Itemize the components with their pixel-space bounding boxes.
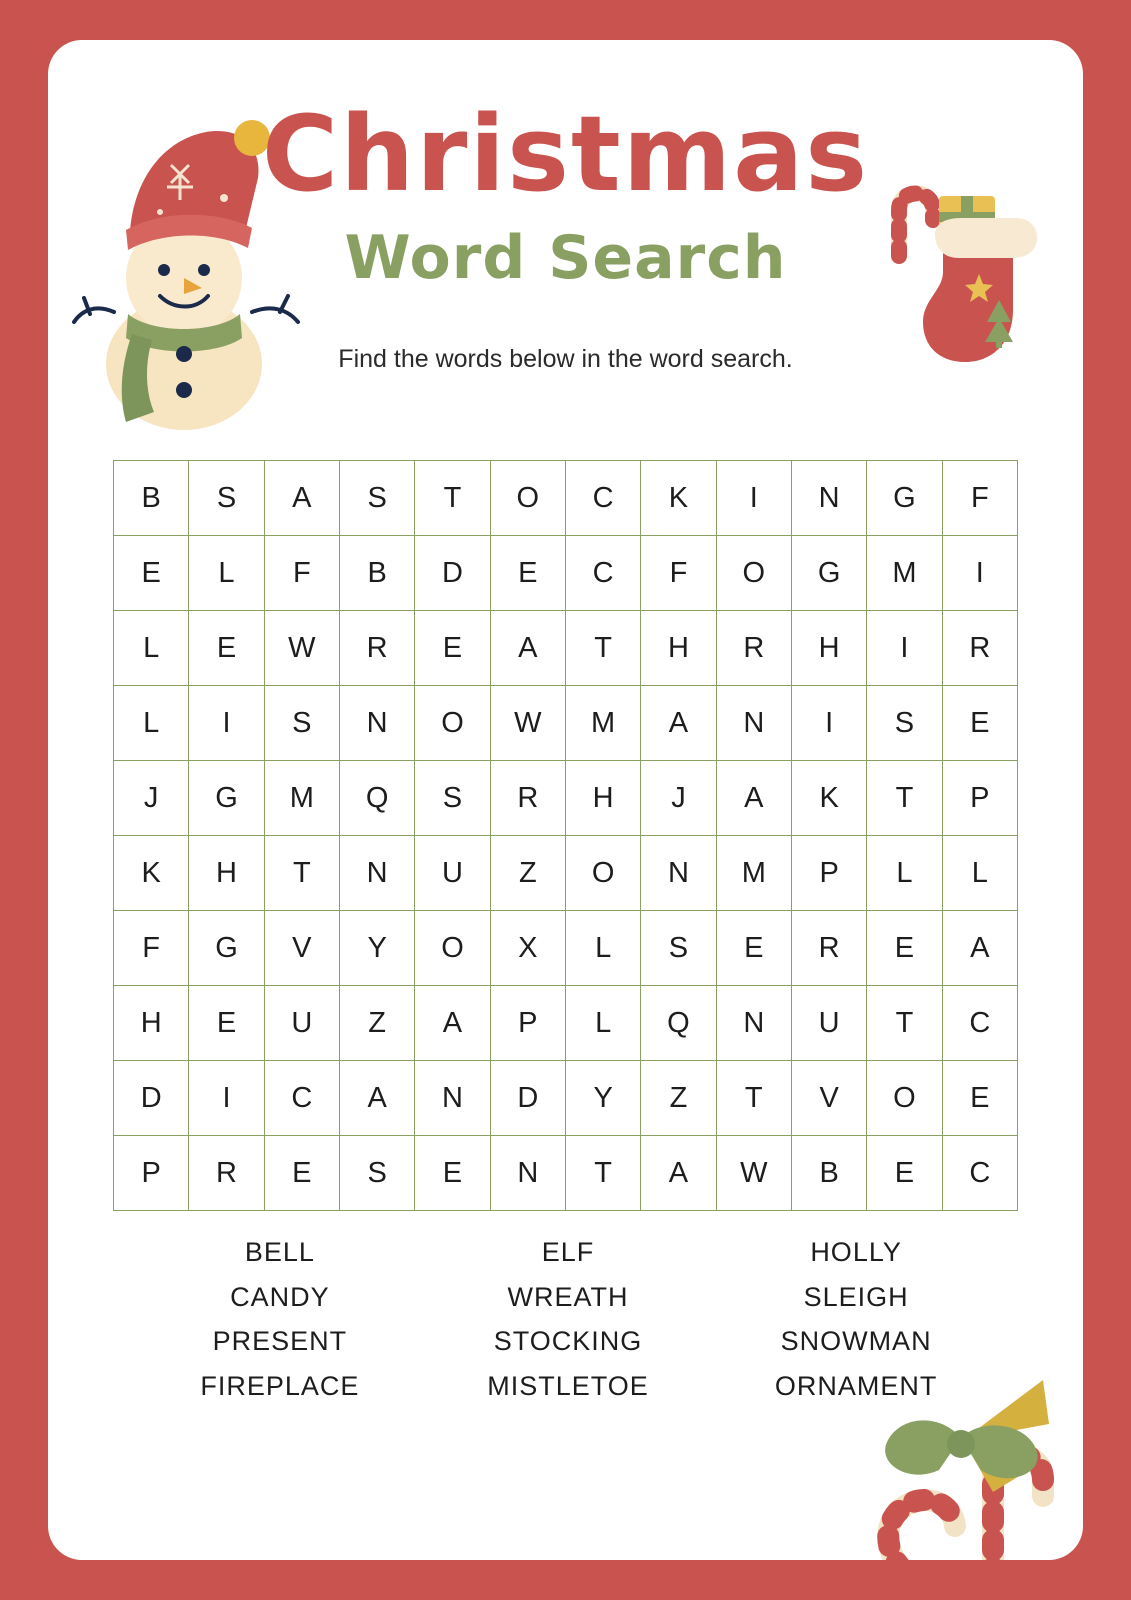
grid-cell[interactable]: G	[189, 761, 264, 836]
grid-cell[interactable]: L	[114, 611, 189, 686]
grid-cell[interactable]: N	[339, 836, 414, 911]
grid-cell[interactable]: I	[189, 686, 264, 761]
grid-cell[interactable]: B	[114, 461, 189, 536]
grid-cell[interactable]: H	[791, 611, 866, 686]
grid-cell[interactable]: B	[339, 536, 414, 611]
word-column-2	[426, 1230, 710, 1408]
grid-cell[interactable]: S	[264, 686, 339, 761]
grid-cell[interactable]: S	[415, 761, 490, 836]
word-item: HOLLY	[810, 1237, 902, 1267]
grid-cell[interactable]: I	[189, 1061, 264, 1136]
grid-cell[interactable]: Q	[641, 986, 716, 1061]
grid-cell[interactable]: K	[791, 761, 866, 836]
grid-cell[interactable]: T	[264, 836, 339, 911]
grid-cell[interactable]: E	[942, 1061, 1017, 1136]
grid-cell[interactable]: A	[641, 1136, 716, 1211]
grid-cell[interactable]: I	[716, 461, 791, 536]
grid-cell[interactable]: O	[716, 536, 791, 611]
grid-cell[interactable]: C	[942, 986, 1017, 1061]
word-item: FIREPLACE	[200, 1370, 360, 1401]
grid-cell[interactable]: W	[716, 1136, 791, 1211]
grid-cell[interactable]: I	[942, 536, 1017, 611]
grid-cell[interactable]: F	[641, 536, 716, 611]
grid-cell[interactable]: L	[565, 986, 640, 1061]
grid-cell[interactable]: O	[867, 1061, 942, 1136]
grid-cell[interactable]: F	[942, 461, 1017, 536]
grid-cell[interactable]: C	[565, 536, 640, 611]
grid-cell[interactable]: F	[114, 911, 189, 986]
grid-row	[114, 911, 1018, 986]
grid-cell[interactable]: H	[565, 761, 640, 836]
grid-cell[interactable]: E	[490, 536, 565, 611]
grid-cell[interactable]: S	[189, 461, 264, 536]
grid-cell[interactable]: E	[189, 986, 264, 1061]
grid-cell[interactable]: R	[942, 611, 1017, 686]
grid-cell[interactable]: N	[415, 1061, 490, 1136]
grid-cell[interactable]: G	[867, 461, 942, 536]
grid-cell[interactable]: V	[791, 1061, 866, 1136]
grid-row	[114, 536, 1018, 611]
letter-grid-table	[113, 460, 1018, 1211]
grid-cell[interactable]: H	[189, 836, 264, 911]
grid-cell[interactable]: G	[189, 911, 264, 986]
grid-cell[interactable]: O	[490, 461, 565, 536]
grid-cell[interactable]: L	[114, 686, 189, 761]
grid-row	[114, 461, 1018, 536]
grid-cell[interactable]: T	[867, 761, 942, 836]
word-item: SLEIGH	[803, 1281, 909, 1312]
grid-cell[interactable]: E	[867, 911, 942, 986]
grid-cell[interactable]: I	[791, 686, 866, 761]
grid-cell[interactable]: P	[114, 1136, 189, 1211]
grid-cell[interactable]: U	[264, 986, 339, 1061]
grid-row	[114, 1136, 1018, 1211]
grid-cell[interactable]: R	[716, 611, 791, 686]
grid-cell[interactable]: E	[114, 536, 189, 611]
candy-canes-icon	[843, 1320, 1083, 1560]
grid-cell[interactable]: P	[490, 986, 565, 1061]
grid-cell[interactable]: T	[867, 986, 942, 1061]
grid-cell[interactable]: N	[490, 1136, 565, 1211]
grid-cell[interactable]: M	[264, 761, 339, 836]
grid-cell[interactable]: D	[490, 1061, 565, 1136]
grid-cell[interactable]: M	[565, 686, 640, 761]
word-item: WREATH	[507, 1281, 629, 1312]
grid-cell[interactable]: L	[189, 536, 264, 611]
grid-cell[interactable]: A	[641, 686, 716, 761]
grid-cell[interactable]: H	[641, 611, 716, 686]
word-item: STOCKING	[493, 1326, 643, 1357]
grid-cell[interactable]: G	[791, 536, 866, 611]
grid-cell[interactable]: X	[490, 911, 565, 986]
grid-cell[interactable]: Y	[339, 911, 414, 986]
word-item: ELF	[541, 1237, 595, 1267]
grid-cell[interactable]: E	[716, 911, 791, 986]
grid-cell[interactable]: E	[942, 686, 1017, 761]
grid-cell[interactable]: N	[716, 986, 791, 1061]
grid-row	[114, 761, 1018, 836]
grid-cell[interactable]: D	[114, 1061, 189, 1136]
worksheet-page	[48, 40, 1083, 1560]
grid-cell[interactable]: S	[867, 686, 942, 761]
grid-cell[interactable]: E	[415, 611, 490, 686]
grid-cell[interactable]: M	[867, 536, 942, 611]
grid-cell[interactable]: Z	[339, 986, 414, 1061]
grid-cell[interactable]: E	[415, 1136, 490, 1211]
grid-row	[114, 686, 1018, 761]
grid-cell[interactable]: S	[339, 461, 414, 536]
grid-cell[interactable]: A	[415, 986, 490, 1061]
grid-cell[interactable]: O	[415, 911, 490, 986]
grid-cell[interactable]: K	[641, 461, 716, 536]
grid-cell[interactable]: O	[565, 836, 640, 911]
grid-cell[interactable]: T	[415, 461, 490, 536]
grid-cell[interactable]: M	[716, 836, 791, 911]
grid-cell[interactable]: R	[339, 611, 414, 686]
grid-cell[interactable]: B	[791, 1136, 866, 1211]
word-item: SNOWMAN	[780, 1326, 932, 1357]
grid-cell[interactable]: Y	[565, 1061, 640, 1136]
grid-cell[interactable]: C	[264, 1061, 339, 1136]
grid-cell[interactable]: E	[189, 611, 264, 686]
grid-cell[interactable]: A	[264, 461, 339, 536]
grid-cell[interactable]: P	[791, 836, 866, 911]
grid-cell[interactable]: R	[791, 911, 866, 986]
grid-cell[interactable]: A	[339, 1061, 414, 1136]
grid-cell[interactable]: J	[641, 761, 716, 836]
grid-cell[interactable]: U	[791, 986, 866, 1061]
grid-cell[interactable]: L	[942, 836, 1017, 911]
grid-cell[interactable]: E	[264, 1136, 339, 1211]
grid-cell[interactable]: R	[189, 1136, 264, 1211]
grid-cell[interactable]: I	[867, 611, 942, 686]
grid-cell[interactable]: N	[791, 461, 866, 536]
word-item: BELL	[244, 1237, 315, 1267]
grid-cell[interactable]: R	[490, 761, 565, 836]
grid-cell[interactable]: A	[942, 911, 1017, 986]
grid-cell[interactable]: C	[942, 1136, 1017, 1211]
grid-cell[interactable]: U	[415, 836, 490, 911]
grid-cell[interactable]: V	[264, 911, 339, 986]
grid-row	[114, 1061, 1018, 1136]
word-item: MISTLETOE	[487, 1370, 649, 1401]
grid-cell[interactable]: L	[867, 836, 942, 911]
grid-cell[interactable]: P	[942, 761, 1017, 836]
grid-cell[interactable]: F	[264, 536, 339, 611]
grid-cell[interactable]: W	[490, 686, 565, 761]
grid-cell[interactable]: Q	[339, 761, 414, 836]
grid-cell[interactable]: J	[114, 761, 189, 836]
grid-cell[interactable]: H	[114, 986, 189, 1061]
header	[48, 40, 1083, 400]
word-item: CANDY	[230, 1281, 330, 1312]
grid-cell[interactable]: N	[641, 836, 716, 911]
grid-cell[interactable]: Z	[490, 836, 565, 911]
grid-cell[interactable]: N	[716, 686, 791, 761]
grid-cell[interactable]: A	[490, 611, 565, 686]
grid-cell[interactable]: D	[415, 536, 490, 611]
grid-cell[interactable]: T	[565, 611, 640, 686]
page-subtitle: Word Search	[344, 223, 787, 293]
grid-cell[interactable]: L	[565, 911, 640, 986]
word-search-grid	[113, 460, 1018, 1211]
grid-cell[interactable]: K	[114, 836, 189, 911]
page-title: Christmas	[261, 93, 870, 215]
grid-row	[114, 986, 1018, 1061]
grid-cell[interactable]: S	[641, 911, 716, 986]
word-item: ORNAMENT	[774, 1370, 938, 1401]
grid-cell[interactable]: W	[264, 611, 339, 686]
grid-row	[114, 836, 1018, 911]
grid-cell[interactable]: T	[565, 1136, 640, 1211]
grid-cell[interactable]: T	[716, 1061, 791, 1136]
grid-cell[interactable]: S	[339, 1136, 414, 1211]
grid-cell[interactable]: O	[415, 686, 490, 761]
word-column-1	[138, 1230, 422, 1408]
grid-cell[interactable]: E	[867, 1136, 942, 1211]
instruction-text: Find the words below in the word search.	[338, 345, 793, 373]
grid-row	[114, 611, 1018, 686]
grid-cell[interactable]: N	[339, 686, 414, 761]
grid-cell[interactable]: Z	[641, 1061, 716, 1136]
word-item: PRESENT	[212, 1326, 348, 1357]
grid-cell[interactable]: A	[716, 761, 791, 836]
grid-cell[interactable]: C	[565, 461, 640, 536]
